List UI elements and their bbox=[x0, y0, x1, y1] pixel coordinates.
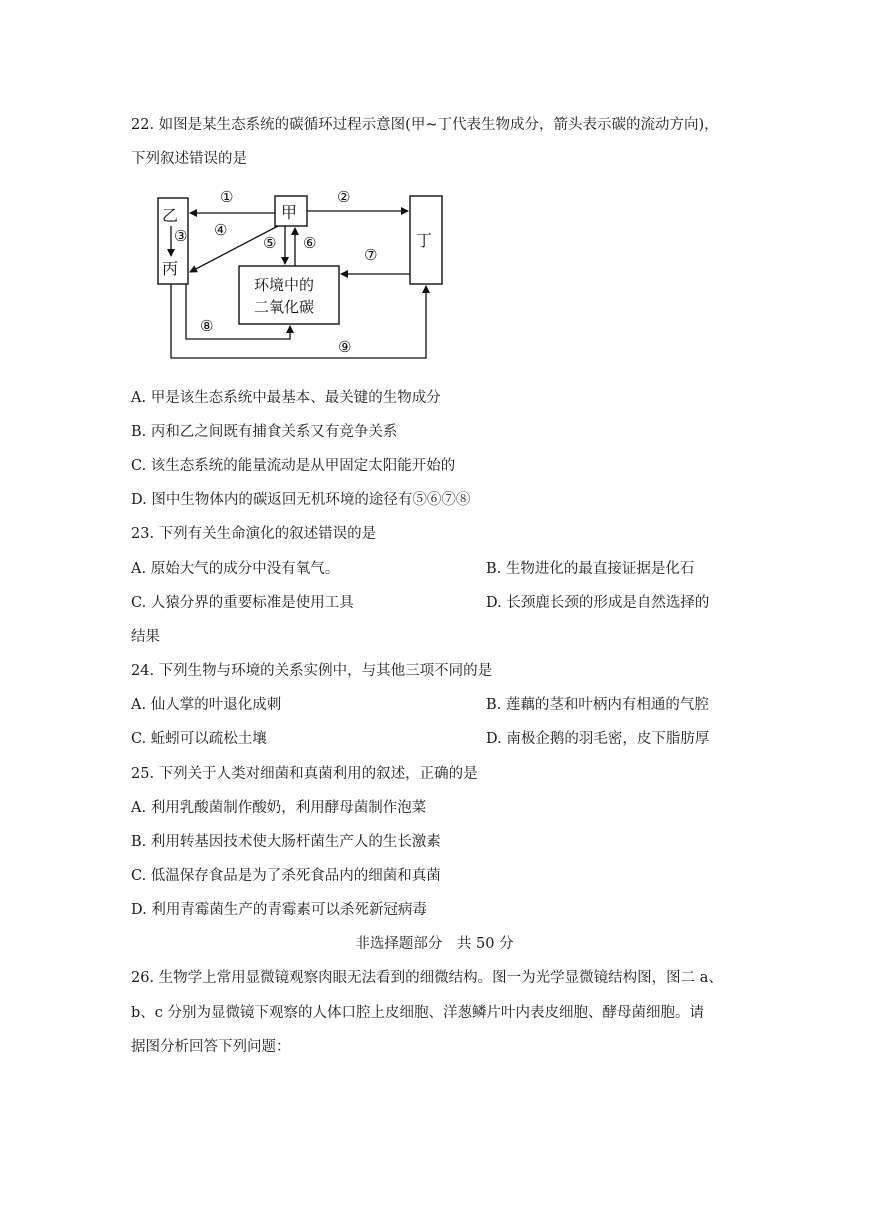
q23-option-d-continued: 结果 bbox=[131, 629, 160, 645]
q23-option-c: C. 人猿分界的重要标准是使用工具 bbox=[131, 595, 354, 611]
arrow-num-3: ③ bbox=[174, 227, 188, 245]
q26-line-1: 26. 生物学上常用显微镜观察肉眼无法看到的细微结构。图一为光学显微镜结构图，图二 a、 bbox=[131, 970, 723, 986]
label-jia: 甲 bbox=[281, 203, 298, 222]
arrow-num-4: ④ bbox=[214, 221, 228, 239]
q26-line-2: b、c 分别为显微镜下观察的人体口腔上皮细胞、洋葱鳞片叶内表皮细胞、酵母菌细胞。请 bbox=[131, 1005, 705, 1021]
arrow-num-9: ⑨ bbox=[338, 338, 352, 356]
q25-stem: 25. 下列关于人类对细菌和真菌利用的叙述，正确的是 bbox=[131, 766, 478, 782]
label-ding: 丁 bbox=[416, 231, 433, 250]
q22-option-c: C. 该生态系统的能量流动是从甲固定太阳能开始的 bbox=[131, 458, 456, 474]
q25-option-d: D. 利用青霉菌生产的青霉素可以杀死新冠病毒 bbox=[131, 902, 427, 918]
q25-option-b: B. 利用转基因技术使大肠杆菌生产人的生长激素 bbox=[131, 834, 441, 850]
q23-option-b: B. 生物进化的最直接证据是化石 bbox=[486, 561, 695, 577]
q25-option-c: C. 低温保存食品是为了杀死食品内的细菌和真菌 bbox=[131, 868, 441, 884]
q23-stem: 23. 下列有关生命演化的叙述错误的是 bbox=[131, 526, 377, 542]
q24-stem: 24. 下列生物与环境的关系实例中，与其他三项不同的是 bbox=[131, 663, 493, 679]
q22-stem-line-2: 下列叙述错误的是 bbox=[131, 151, 247, 167]
arrow-num-6: ⑥ bbox=[303, 234, 317, 252]
label-yi: 乙 bbox=[162, 206, 179, 225]
q22-stem-line-1: 22. 如图是某生态系统的碳循环过程示意图(甲~丁代表生物成分，箭头表示碳的流动方向)， bbox=[131, 117, 719, 133]
arrow-num-1: ① bbox=[220, 188, 234, 206]
q24-option-b: B. 莲藕的茎和叶柄内有相通的气腔 bbox=[486, 697, 709, 713]
q23-option-d: D. 长颈鹿长颈的形成是自然选择的 bbox=[486, 595, 710, 611]
arrow-num-8: ⑧ bbox=[200, 317, 214, 335]
carbon-cycle-diagram bbox=[150, 186, 450, 366]
q24-option-d: D. 南极企鹅的羽毛密，皮下脂肪厚 bbox=[486, 731, 710, 747]
label-env-line-1: 环境中的 bbox=[254, 276, 315, 294]
q26-line-3: 据图分析回答下列问题： bbox=[131, 1039, 291, 1055]
q24-option-c: C. 蚯蚓可以疏松土壤 bbox=[131, 731, 267, 747]
arrow-num-7: ⑦ bbox=[364, 246, 378, 264]
arrow-num-5: ⑤ bbox=[263, 234, 277, 252]
q22-option-a: A. 甲是该生态系统中最基本、最关键的生物成分 bbox=[131, 390, 441, 406]
section-title: 非选择题部分 共 50 分 bbox=[355, 936, 514, 952]
arrow-num-2: ② bbox=[337, 188, 351, 206]
q22-option-d: D. 图中生物体内的碳返回无机环境的途径有⑤⑥⑦⑧ bbox=[131, 492, 471, 508]
q24-option-a: A. 仙人掌的叶退化成刺 bbox=[131, 697, 282, 713]
label-bing: 丙 bbox=[162, 259, 179, 278]
q25-option-a: A. 利用乳酸菌制作酸奶，利用酵母菌制作泡菜 bbox=[131, 800, 427, 816]
q23-option-a: A. 原始大气的成分中没有氧气。 bbox=[131, 561, 340, 577]
label-env-line-2: 二氧化碳 bbox=[254, 298, 315, 316]
q22-option-b: B. 丙和乙之间既有捕食关系又有竞争关系 bbox=[131, 424, 398, 440]
